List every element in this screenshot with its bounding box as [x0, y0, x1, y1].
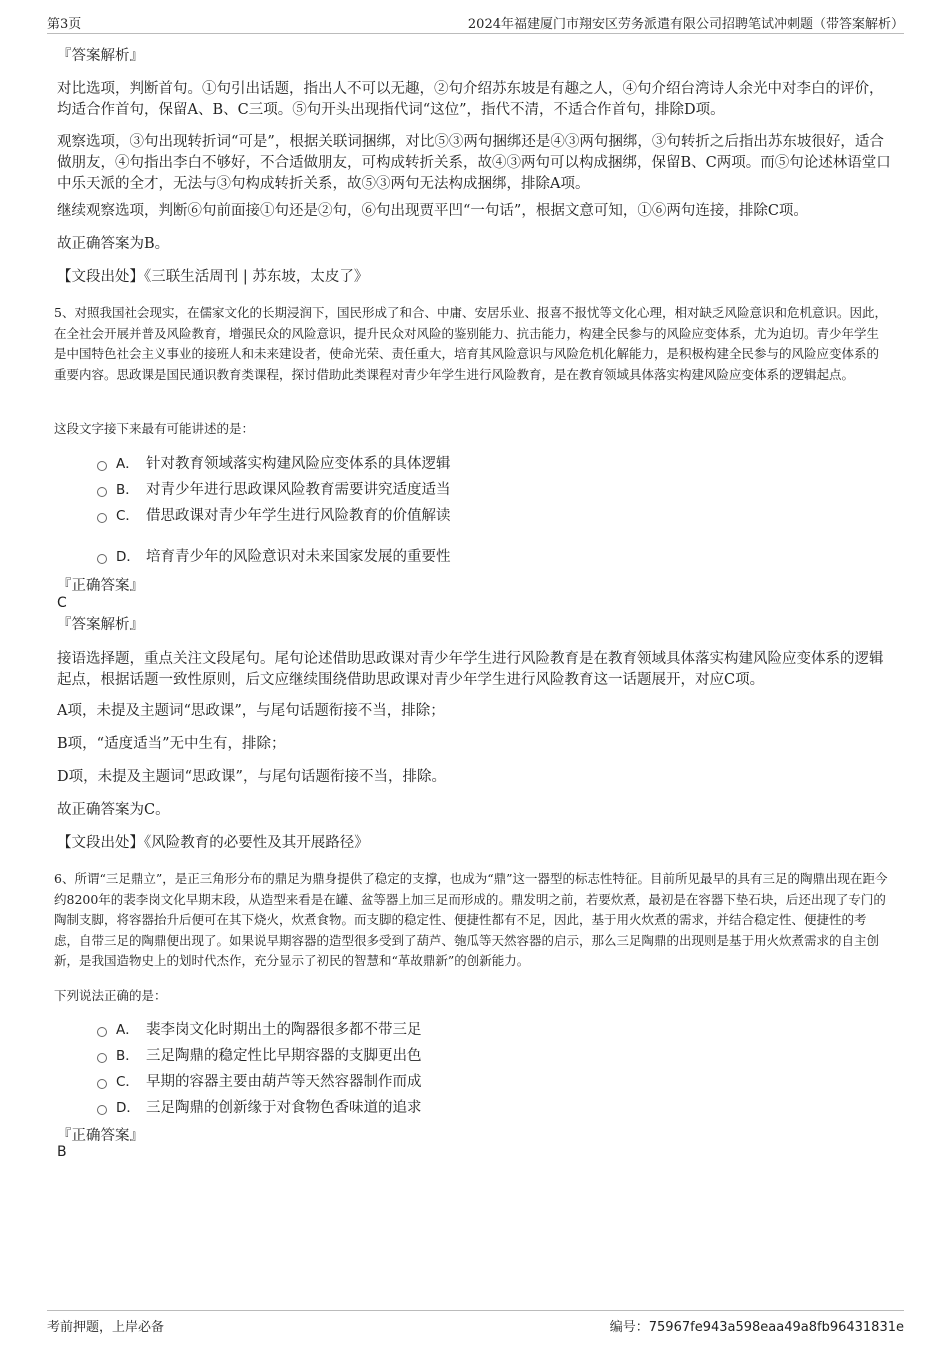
- q4-analysis-label: 『答案解析』: [57, 48, 144, 64]
- footer-slogan: 考前押题，上岸必备: [47, 1320, 165, 1335]
- radio-icon[interactable]: [97, 1053, 107, 1063]
- option-text: 早期的容器主要由葫芦等天然容器制作而成: [146, 1074, 422, 1090]
- radio-icon[interactable]: [97, 1027, 107, 1037]
- option-text: 培育青少年的风险意识对未来国家发展的重要性: [146, 549, 451, 565]
- option-text: 裴李岗文化时期出土的陶器很多都不带三足: [146, 1022, 422, 1038]
- q4-analysis-p2: 观察选项，③句出现转折词“可是”，根据关联词捆绑，对比⑤③两句捆绑还是④③两句捆绑，③句转折之后指出苏东坡很好，适合做朋友，④句指出李白不够好，不合适做朋友，可构成转折关系，故④③两句可以构成捆绑，保留B、C两项。而⑤句论述林语堂口中乐天派的全才，无法与③句构成转折关系，故⑤③两句无法构成捆绑，排除A项。: [57, 134, 891, 192]
- option-text: 三足陶鼎的稳定性比早期容器的支脚更出色: [146, 1048, 422, 1064]
- q5-analysis-p1: 接语选择题，重点关注文段尾句。尾句论述借助思政课对青少年学生进行风险教育是在教育领域具体落实构建风险应变体系的逻辑起点，根据话题一致性原则，后文应继续围绕借助思政课对青少年学生进行风险教育这一话题展开，对应C项。: [57, 651, 884, 688]
- q5-analysis-p4: D项，未提及主题词“思政课”，与尾句话题衔接不当，排除。: [57, 769, 446, 785]
- q6-answer: B: [57, 1144, 67, 1160]
- q6-question: 下列说法正确的是：: [54, 988, 167, 1003]
- q5-option-c[interactable]: C． 借思政课对青少年学生进行风险教育的价值解读: [97, 506, 451, 526]
- document-title: 2024年福建厦门市翔安区劳务派遣有限公司招聘笔试冲刺题（带答案解析）: [467, 17, 904, 32]
- q5-option-a[interactable]: A． 针对教育领域落实构建风险应变体系的具体逻辑: [97, 454, 451, 474]
- document-code: 编号：75967fe943a598eaa49a8fb96431831e: [609, 1320, 904, 1335]
- q5-analysis-p5: 故正确答案为C。: [57, 802, 170, 818]
- q6-option-a[interactable]: A． 裴李岗文化时期出土的陶器很多都不带三足: [97, 1020, 422, 1040]
- q4-analysis-p3: 继续观察选项，判断⑥句前面接①句还是②句，⑥句出现贾平凹“一句话”，根据文意可知，①⑥两句连接，排除C项。: [57, 203, 808, 219]
- q5-analysis-p3: B项，“适度适当”无中生有，排除；: [57, 736, 286, 752]
- option-text: 对青少年进行思政课风险教育需要讲究适度适当: [146, 482, 451, 498]
- page-number: 第3页: [47, 17, 82, 32]
- radio-icon[interactable]: [97, 1105, 107, 1115]
- q5-source: 【文段出处】《风险教育的必要性及其开展路径》: [57, 835, 369, 851]
- q4-analysis-p4: 故正确答案为B。: [57, 236, 170, 252]
- q5-option-d[interactable]: D． 培育青少年的风险意识对未来国家发展的重要性: [97, 547, 451, 567]
- q4-analysis-p1: 对比选项，判断首句。①句引出话题，指出人不可以无趣，②句介绍苏东坡是有趣之人，④句介绍台湾诗人余光中对李白的评价，均适合作首句，保留A、B、C三项。⑤句开头出现指代词“这位”，指代不清，不适合作首句，排除D项。: [57, 81, 884, 118]
- q4-source: 【文段出处】《三联生活周刊 | 苏东坡，太皮了》: [57, 269, 369, 285]
- page-footer: [47, 1310, 904, 1335]
- radio-icon[interactable]: [97, 487, 107, 497]
- q5-answer-label: 『正确答案』: [57, 578, 144, 594]
- q6-stem: 6、所谓“三足鼎立”，是正三角形分布的鼎足为鼎身提供了稳定的支撑，也成为“鼎”这一器型的标志性特征。目前所见最早的具有三足的陶鼎出现在距今约8200年的裴李岗文化早期末段，从造型来看是在罐、盆等器上加三足而形成的。鼎发明之前，若要炊煮，最初是在容器下垫石块，后还出现了专门的陶制支脚，将容器抬升后便可在其下烧火，炊煮食物。而支脚的稳定性、便捷性都有不足，因此，基于用火炊煮的需求，并结合稳定性、便捷性的考虑，自带三足的陶鼎便出现了。如果说早期容器的造型很多受到了葫芦、匏瓜等天然容器的启示，那么三足陶鼎的出现则是基于用火炊煮需求的自主创新，是我国造物史上的划时代杰作，充分显示了初民的智慧和“革故鼎新”的创新能力。: [54, 871, 888, 968]
- q6-option-d[interactable]: D． 三足陶鼎的创新缘于对食物色香味道的追求: [97, 1098, 422, 1118]
- q5-answer: C: [57, 595, 67, 611]
- radio-icon[interactable]: [97, 1079, 107, 1089]
- q5-analysis-label: 『答案解析』: [57, 617, 144, 633]
- option-text: 针对教育领域落实构建风险应变体系的具体逻辑: [146, 456, 451, 472]
- q5-analysis-p2: A项，未提及主题词“思政课”，与尾句话题衔接不当，排除；: [57, 703, 445, 719]
- radio-icon[interactable]: [97, 513, 107, 523]
- page-header: [47, 13, 904, 34]
- radio-icon[interactable]: [97, 461, 107, 471]
- q6-answer-label: 『正确答案』: [57, 1128, 144, 1144]
- q6-option-c[interactable]: C． 早期的容器主要由葫芦等天然容器制作而成: [97, 1072, 422, 1092]
- q5-option-b[interactable]: B． 对青少年进行思政课风险教育需要讲究适度适当: [97, 480, 451, 500]
- q6-option-b[interactable]: B． 三足陶鼎的稳定性比早期容器的支脚更出色: [97, 1046, 422, 1066]
- option-text: 借思政课对青少年学生进行风险教育的价值解读: [146, 508, 451, 524]
- q5-question: 这段文字接下来最有可能讲述的是：: [54, 421, 255, 436]
- q5-stem: 5、对照我国社会现实，在儒家文化的长期浸润下，国民形成了和合、中庸、安居乐业、报喜不报忧等文化心理，相对缺乏风险意识和危机意识。因此，在全社会开展并普及风险教育，增强民众的风险意识，提升民众对风险的鉴别能力、抗击能力，构建全民参与的风险应变体系，尤为迫切。青少年学生是中国特色社会主义事业的接班人和未来建设者，使命光荣、责任重大，培育其风险意识与风险危机化解能力，是积极构建全民参与的风险应变体系的重要内容。思政课是国民通识教育类课程，探讨借助此类课程对青少年学生进行风险教育，是在教育领域具体落实构建风险应变体系的逻辑起点。: [54, 305, 887, 382]
- radio-icon[interactable]: [97, 554, 107, 564]
- option-text: 三足陶鼎的创新缘于对食物色香味道的追求: [146, 1100, 422, 1116]
